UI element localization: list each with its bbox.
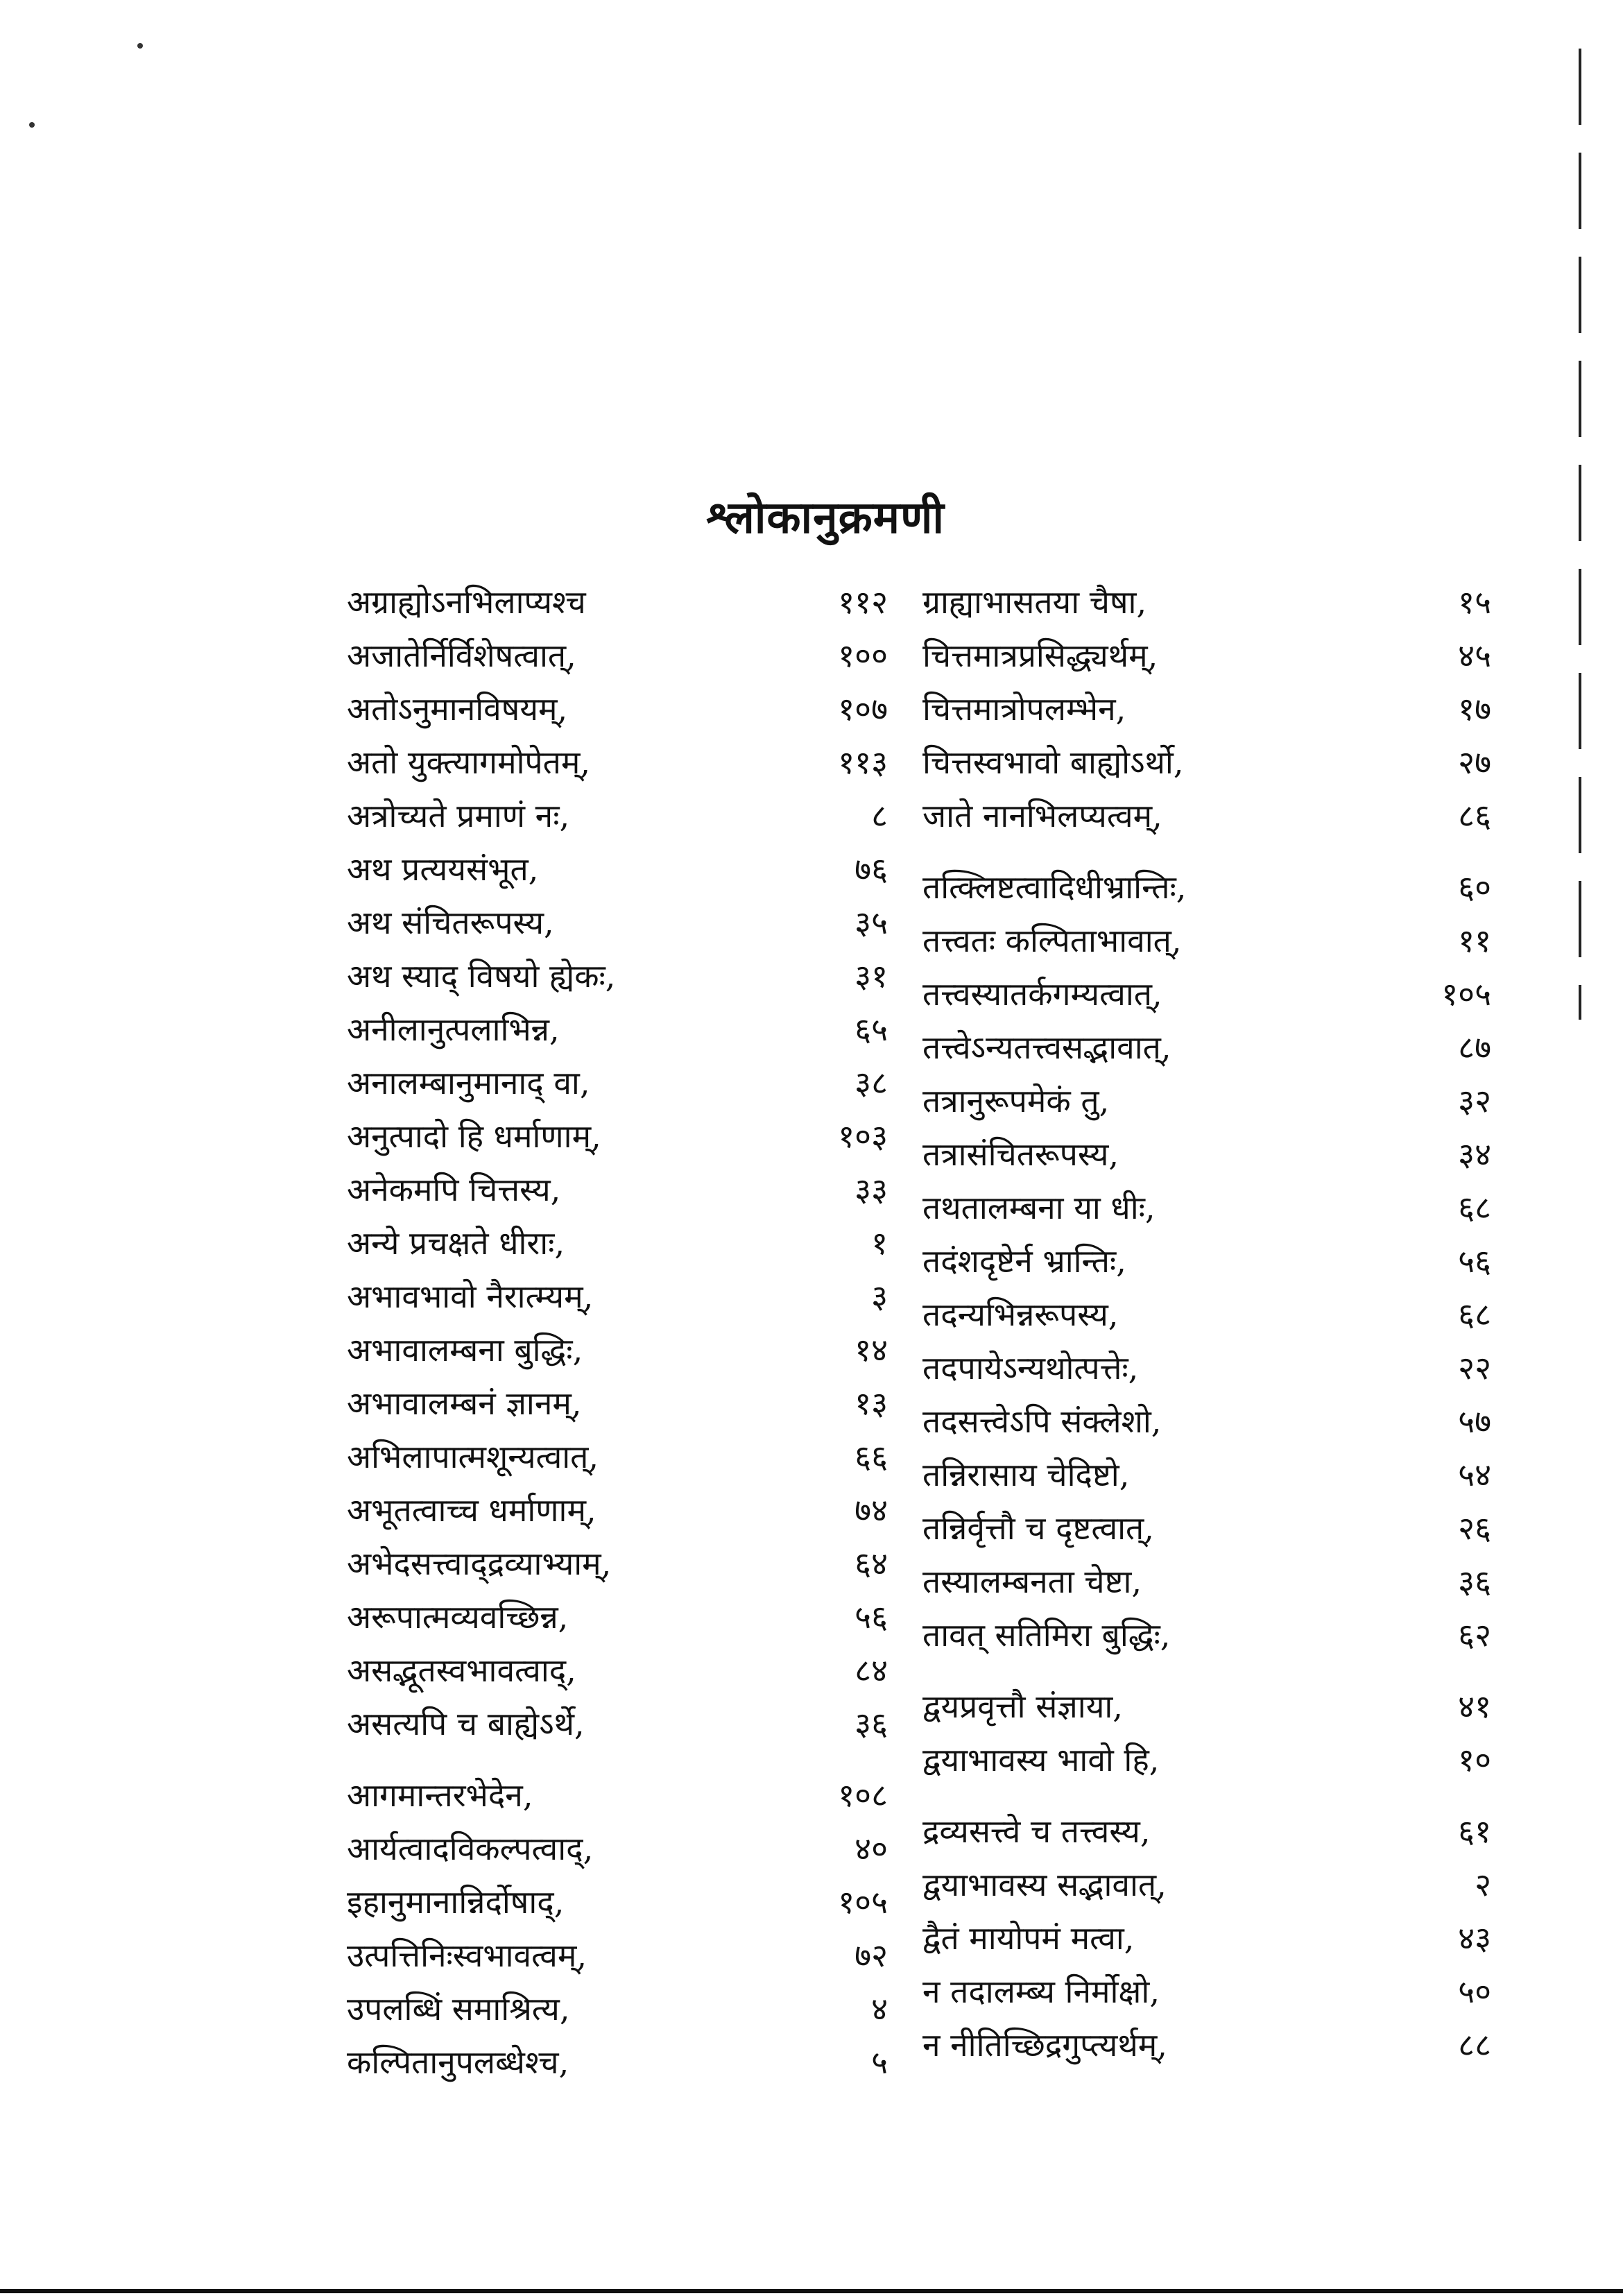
verse-text: न तदालम्ब्य निर्मोक्षो, [922,1973,1160,2010]
verse-number: ८७ [1458,1029,1491,1066]
verse-text: चित्तस्वभावो बाह्योऽर्थो, [922,744,1184,781]
verse-number: ११ [1458,922,1491,959]
index-row [326,1769,916,1822]
index-row [902,914,1505,968]
verse-text: अरूपात्मव्यवच्छिन्न, [347,1598,569,1636]
verse-text: द्वयप्रवृत्तौ संज्ञाया, [922,1688,1123,1725]
verse-text: तदपायेऽन्यथोत्पत्तेः, [922,1349,1139,1387]
index-row [902,1395,1505,1448]
index-row [902,1805,1505,1858]
verse-number: २६ [1458,1509,1491,1547]
verse-text: अनालम्बानुमानाद् वा, [347,1064,590,1102]
verse-number: ६८ [1458,1296,1491,1333]
verse-number: ३३ [855,1171,888,1208]
verse-number: ६२ [1458,1616,1491,1654]
verse-text: उत्पत्तिनिःस्वभावत्वम्, [347,1937,587,1974]
verse-text: उपलब्धिं समाश्रित्य, [347,1990,570,2028]
index-row [902,629,1505,683]
verse-number: ११२ [838,583,888,621]
verse-number: १ [871,1224,888,1262]
index-row [326,1056,916,1110]
index-row [902,683,1505,736]
index-row [902,736,1505,789]
index-row [326,576,916,629]
verse-text: अथ स्याद् विषयो ह्येकः, [347,957,616,995]
verse-text: अभिलापात्मशून्यत्वात्, [347,1438,599,1475]
index-row [326,1430,916,1484]
index-row [902,1965,1505,2019]
index-row [902,861,1505,914]
verse-number: १०३ [838,1117,888,1155]
index-column-right [902,576,1505,2072]
verse-text: आर्यत्वादविकल्पत्वाद्, [347,1830,594,1867]
index-row [326,2036,916,2089]
verse-text: चित्तमात्रप्रसिद्ध्यर्थम्, [922,637,1158,674]
verse-text: अतोऽनुमानविषयम्, [347,690,568,728]
index-row [326,843,916,896]
verse-text: इहानुमानान्निर्दोषाद्, [347,1883,565,1921]
verse-number: ६० [1458,868,1491,906]
verse-text: तस्यालम्बनता चेष्टा, [922,1563,1142,1600]
index-row [326,1537,916,1591]
verse-number: ६६ [855,1438,888,1475]
index-row [326,736,916,789]
verse-number: ४१ [1458,1688,1491,1725]
verse-number: ३५ [855,904,888,941]
verse-number: १०७ [838,690,888,728]
verse-text: अभूतत्वाच्च धर्माणाम्, [347,1491,596,1529]
index-row [902,1858,1505,1912]
verse-text: द्वयाभावस्य सद्भावात्, [922,1866,1167,1903]
verse-text: अत्रोच्यते प्रमाणं नः, [347,797,570,834]
verse-number: ४ [871,1990,888,2028]
verse-number: ७६ [855,850,888,888]
verse-text: अभावालम्बनं ज्ञानम्, [347,1385,582,1422]
verse-number: ११३ [838,744,888,781]
verse-number: १० [1458,1741,1491,1779]
verse-number: ८६ [1458,797,1491,834]
verse-number: १४ [855,1331,888,1369]
scan-speck [137,43,143,49]
index-row [326,1323,916,1377]
scan-margin-edge [1579,49,1581,1020]
index-row [902,1502,1505,1555]
verse-text: तत्त्वस्यातर्कगम्यत्वात्, [922,975,1162,1013]
verse-number: ५७ [1458,1403,1491,1440]
index-row [326,789,916,843]
index-row [902,1021,1505,1074]
index-row [326,950,916,1003]
index-row [326,1982,916,2036]
verse-text: जाते नानभिलप्यत्वम्, [922,797,1162,834]
verse-number: १५ [1458,583,1491,621]
verse-number: ४० [855,1830,888,1867]
verse-number: ८ [871,797,888,834]
index-row [902,1733,1505,1787]
verse-text: द्वयाभावस्य भावो हि, [922,1741,1160,1779]
verse-number: १०५ [1441,975,1491,1013]
verse-number: ६८ [1458,1189,1491,1226]
verse-text: तन्निरासाय चेदिष्टो, [922,1456,1130,1493]
verse-text: तथतालम्बना या धीः, [922,1189,1156,1226]
index-row [326,1644,916,1697]
verse-text: अभावालम्बना बुद्धिः, [347,1331,583,1369]
verse-text: न नीतिच्छिद्रगुप्त्यर्थम्, [922,2026,1167,2064]
verse-text: द्रव्यसत्त्वे च तत्त्वस्य, [922,1813,1151,1850]
verse-text: कल्पितानुपलब्धेश्च, [347,2044,569,2081]
index-row [902,1128,1505,1181]
verse-text: अजातेर्निर्विशेषत्वात्, [347,637,576,674]
index-row [326,1929,916,1982]
verse-text: आगमान्तरभेदेन, [347,1776,533,1814]
index-row [902,968,1505,1021]
verse-number: ३६ [1458,1563,1491,1600]
verse-text: अनेकमपि चित्तस्य, [347,1171,561,1208]
verse-number: ६१ [1458,1813,1491,1850]
verse-text: अभेदसत्त्वाद्द्रव्याभ्याम्, [347,1545,612,1582]
index-row [902,1912,1505,1965]
index-row [326,1876,916,1929]
scan-speck [29,122,35,128]
verse-text: तत्रासंचितरूपस्य, [922,1136,1119,1173]
verse-number: ५० [1458,1973,1491,2010]
verse-text: अतो युक्त्यागमोपेतम्, [347,744,590,781]
verse-text: तावत् सतिमिरा बुद्धिः, [922,1616,1171,1654]
verse-text: तदन्यभिन्नरूपस्य, [922,1296,1119,1333]
index-row [902,1074,1505,1128]
verse-text: अभावभावो नैरात्म्यम्, [347,1278,594,1315]
verse-text: तत्त्वेऽन्यतत्त्वसद्भावात्, [922,1029,1171,1066]
index-row [326,629,916,683]
index-row [902,1555,1505,1609]
index-row [326,1110,916,1163]
index-row [326,1822,916,1876]
verse-text: अथ प्रत्ययसंभूत, [347,850,539,888]
index-row [902,2019,1505,2072]
index-row [326,1003,916,1056]
verse-number: ४३ [1458,1919,1491,1957]
index-row [326,1377,916,1430]
verse-text: तदसत्त्वेऽपि संक्लेशो, [922,1403,1162,1440]
index-row [326,896,916,950]
index-row [326,1163,916,1217]
verse-number: ३ [871,1278,888,1315]
scan-bottom-edge [0,2289,1623,2293]
index-row [326,1591,916,1644]
verse-text: असद्भूतस्वभावत्वाद्, [347,1652,576,1689]
verse-text: द्वैतं मायोपमं मत्वा, [922,1919,1135,1957]
verse-number: १०० [838,637,888,674]
index-row [902,1235,1505,1288]
verse-number: ३२ [1458,1082,1491,1120]
index-row [902,1680,1505,1733]
verse-number: ५४ [1458,1456,1491,1493]
verse-number: ३८ [855,1064,888,1102]
verse-text: तन्निर्वृत्तौ च दृष्टत्वात्, [922,1509,1154,1547]
verse-number: ३४ [1458,1136,1491,1173]
verse-text: अनीलानुत्पलाभिन्न, [347,1011,560,1048]
verse-number: ५६ [855,1598,888,1636]
verse-number: ८४ [855,1652,888,1689]
verse-text: असत्यपि च बाह्येऽर्थे, [347,1705,585,1742]
verse-number: २७ [1458,744,1491,781]
verse-text: अग्राह्योऽनभिलाप्यश्च [347,583,586,621]
verse-number: ८८ [1458,2026,1491,2064]
verse-text: तत्रानुरूपमेकं तु, [922,1082,1110,1120]
verse-number: १३ [855,1385,888,1422]
verse-number: ६५ [855,1011,888,1048]
index-row [902,1342,1505,1395]
verse-number: ४५ [1458,637,1491,674]
verse-number: ५६ [1458,1242,1491,1280]
index-row [326,683,916,736]
verse-number: ६४ [855,1545,888,1582]
verse-number: २ [1475,1866,1491,1903]
verse-text: तदंशदृष्टेर्न भ्रान्तिः, [922,1242,1126,1280]
verse-number: ७४ [855,1491,888,1529]
index-row [902,1609,1505,1662]
page-title: श्लोकानुक्रमणी [706,492,945,544]
verse-text: चित्तमात्रोपलम्भेन, [922,690,1126,728]
index-row [902,1288,1505,1342]
verse-number: १०८ [838,1776,888,1814]
verse-text: तत्क्लिष्टत्वादिधीभ्रान्तिः, [922,868,1187,906]
verse-number: १७ [1458,690,1491,728]
verse-number: ५ [871,2044,888,2081]
index-row [902,789,1505,843]
verse-number: ७२ [855,1937,888,1974]
verse-text: अथ संचितरूपस्य, [347,904,554,941]
index-row [902,1448,1505,1502]
verse-text: तत्त्वतः कल्पिताभावात्, [922,922,1182,959]
index-row [326,1697,916,1751]
index-row [326,1484,916,1537]
index-row [326,1217,916,1270]
verse-number: १०५ [838,1883,888,1921]
verse-text: अनुत्पादो हि धर्माणाम्, [347,1117,601,1155]
verse-text: अन्ये प्रचक्षते धीराः, [347,1224,565,1262]
verse-number: २२ [1458,1349,1491,1387]
index-row [902,1181,1505,1235]
verse-text: ग्राह्याभासतया चैषा, [922,583,1147,621]
index-column-left [326,576,916,2089]
index-row [902,576,1505,629]
verse-number: ३६ [855,1705,888,1742]
index-row [326,1270,916,1323]
verse-number: ३१ [855,957,888,995]
